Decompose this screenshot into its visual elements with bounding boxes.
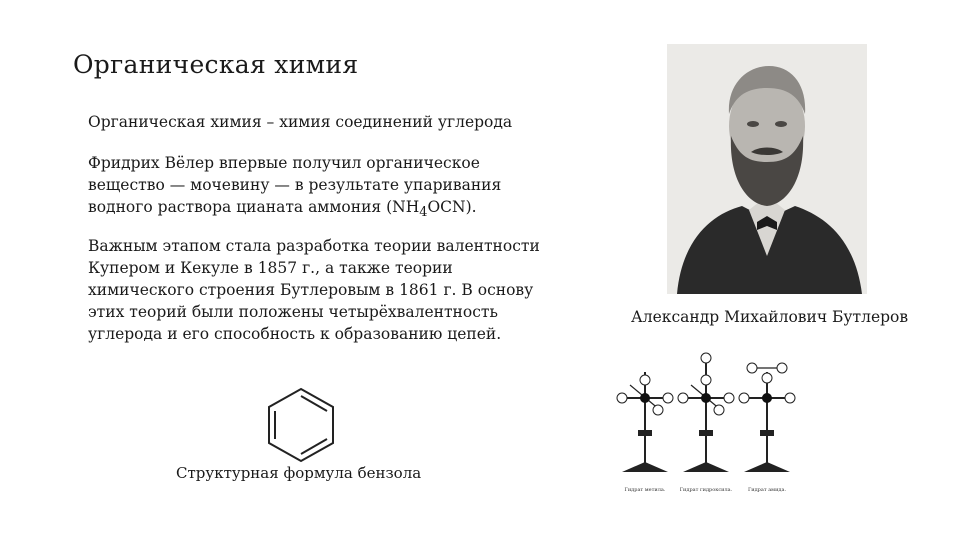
wohler-text-end: OCN). — [427, 198, 477, 216]
valence-theory-paragraph: Важным этапом стала разработка теории валентности Купером и Кекуле в 1857 г., а также теории химического строения Бутлеровым в 1861 г. В основу этих теорий были положены четырёхвалентность углерода и его способность к образованию цепей. — [88, 237, 540, 343]
model-caption-methyl: Гидрат метила. — [624, 487, 666, 493]
model-caption-amide: Гидрат амида. — [747, 487, 787, 493]
butlerov-portrait — [667, 44, 867, 294]
molecular-models-illustration — [600, 350, 800, 480]
benzene-caption: Структурная формула бензола — [176, 464, 422, 482]
wohler-text: Фридрих Вёлер впервые получил органическое вещество — мочевину — в результате упаривания водного раствора цианата аммония (NH — [88, 154, 502, 216]
butlerov-caption: Александр Михайлович Бутлеров — [631, 308, 909, 326]
slide-title: Органическая химия — [73, 50, 359, 79]
definition-text: Органическая химия – химия соединений углерода — [88, 113, 513, 131]
nh4-subscript: 4 — [419, 205, 428, 221]
wohler-paragraph — [88, 152, 558, 224]
benzene-structure-diagram — [265, 385, 337, 465]
model-caption-hydroxyl: Гидрат гидроксила. — [679, 487, 733, 493]
